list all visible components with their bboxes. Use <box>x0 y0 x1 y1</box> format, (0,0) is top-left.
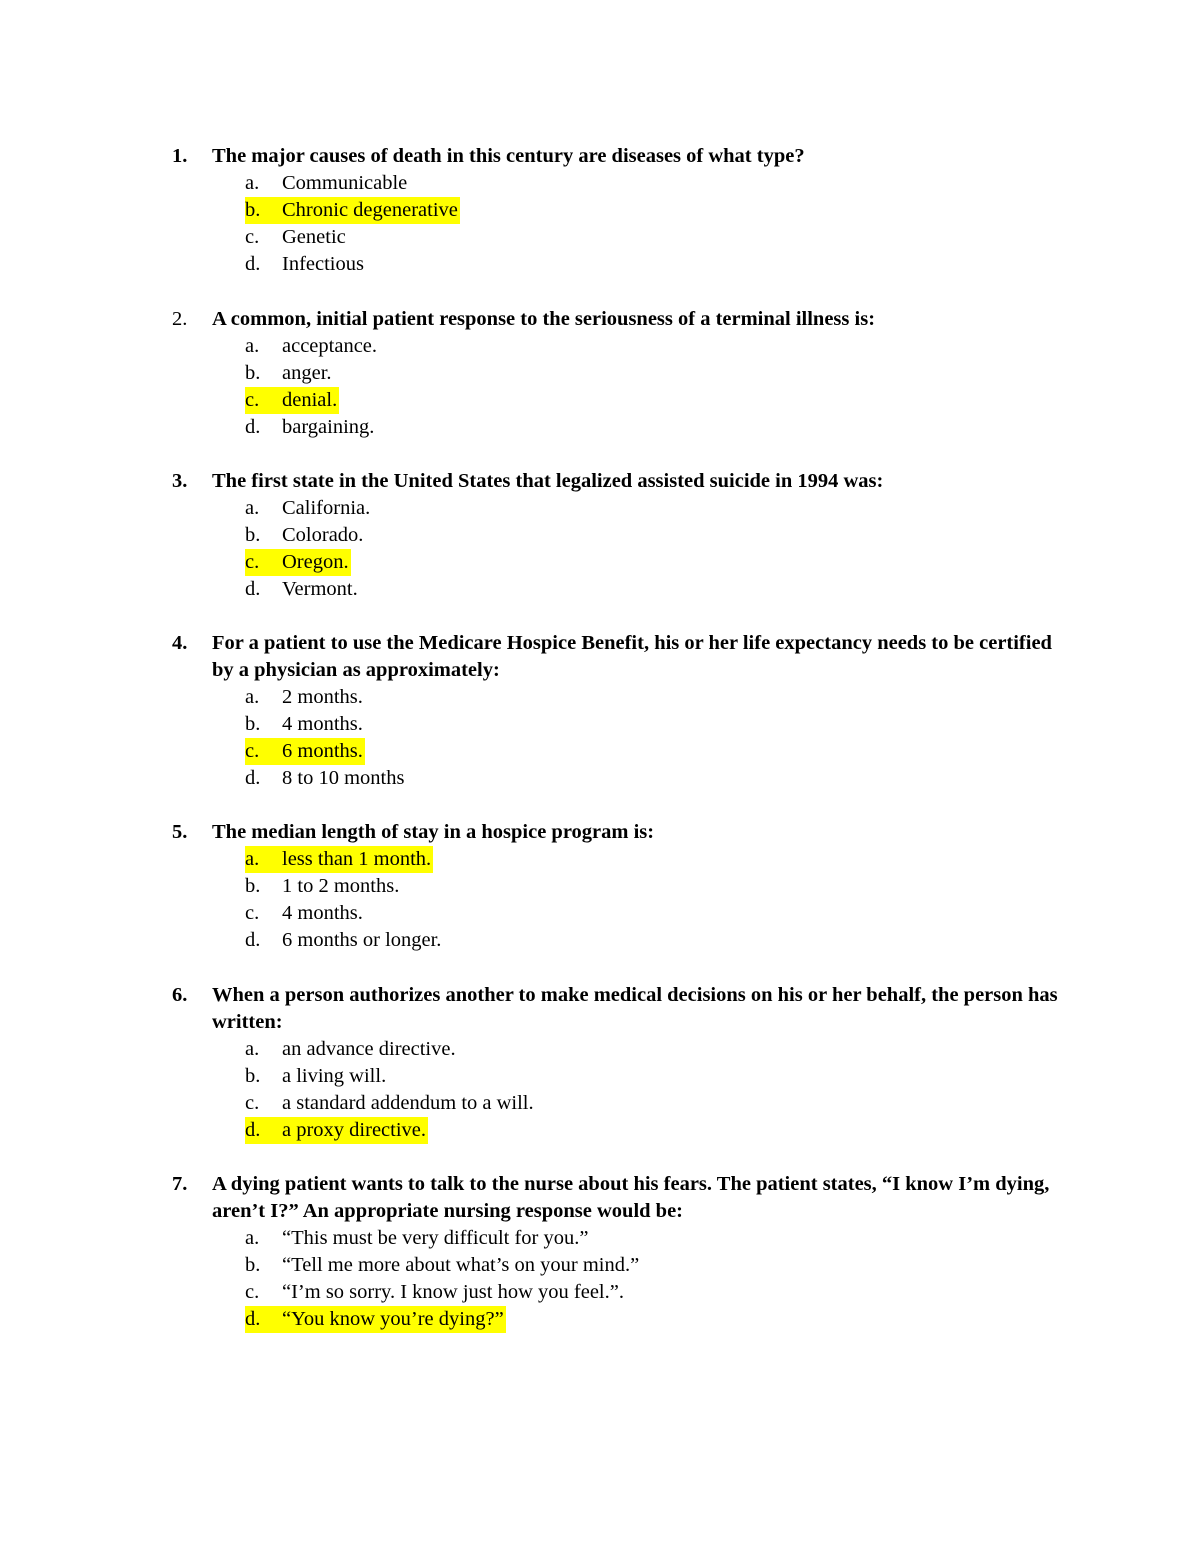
option-a-correct-answer <box>245 846 433 873</box>
option-letter: c. <box>245 902 260 924</box>
option-letter: a. <box>245 172 260 194</box>
option-a <box>245 333 377 360</box>
question-number: 1. <box>172 145 188 167</box>
option-a <box>245 495 370 522</box>
question-number: 5. <box>172 821 188 843</box>
option-letter: c. <box>245 1281 260 1303</box>
question-number: 4. <box>172 632 188 654</box>
option-letter: a. <box>245 497 260 519</box>
option-letter: a. <box>245 848 260 870</box>
option-letter: c. <box>245 740 260 762</box>
option-letter: c. <box>245 1092 260 1114</box>
option-b <box>245 873 399 900</box>
option-letter: c. <box>245 551 260 573</box>
option-b <box>245 1063 386 1090</box>
question-text: The median length of stay in a hospice program is: <box>212 821 655 843</box>
option-b <box>245 1252 639 1279</box>
option-text: Genetic <box>282 226 346 248</box>
option-d <box>245 765 404 792</box>
option-text: an advance directive. <box>282 1038 456 1060</box>
option-text: 4 months. <box>282 902 363 924</box>
option-a <box>245 684 363 711</box>
option-text: bargaining. <box>282 416 375 438</box>
option-letter: b. <box>245 713 261 735</box>
option-a <box>245 1036 456 1063</box>
option-letter: b. <box>245 199 261 221</box>
option-letter: a. <box>245 686 260 708</box>
option-c <box>245 900 363 927</box>
option-letter: b. <box>245 1065 261 1087</box>
question-number: 7. <box>172 1173 188 1195</box>
option-d <box>245 414 374 441</box>
option-text: Oregon. <box>282 551 349 573</box>
option-c <box>245 1090 534 1117</box>
option-d-correct-answer <box>245 1306 506 1333</box>
option-text: anger. <box>282 362 332 384</box>
option-letter: d. <box>245 253 261 275</box>
option-d-correct-answer <box>245 1117 428 1144</box>
option-text: Infectious <box>282 253 364 275</box>
option-c-correct-answer <box>245 549 351 576</box>
option-letter: a. <box>245 335 260 357</box>
option-c-correct-answer <box>245 738 365 765</box>
option-d <box>245 927 441 954</box>
option-letter: b. <box>245 362 261 384</box>
question-text: A common, initial patient response to the seriousness of a terminal illness is: <box>212 308 876 330</box>
option-letter: d. <box>245 1119 261 1141</box>
question-text: A dying patient wants to talk to the nurse about his fears. The patient states, “I know I’m dying, aren’t I?” An appropriate nursing response would be: <box>212 1173 1050 1222</box>
option-letter: d. <box>245 578 261 600</box>
option-d <box>245 251 364 278</box>
option-b <box>245 522 363 549</box>
option-c <box>245 1279 624 1306</box>
option-letter: a. <box>245 1227 260 1249</box>
question-number: 2. <box>172 308 188 330</box>
option-text: Colorado. <box>282 524 364 546</box>
question-number: 3. <box>172 470 188 492</box>
option-text: less than 1 month. <box>282 848 432 870</box>
option-text: California. <box>282 497 371 519</box>
option-letter: a. <box>245 1038 260 1060</box>
option-b-correct-answer <box>245 197 460 224</box>
option-text: 4 months. <box>282 713 363 735</box>
option-a <box>245 170 407 197</box>
option-b <box>245 360 332 387</box>
option-text: “You know you’re dying?” <box>282 1308 504 1330</box>
option-text: 2 months. <box>282 686 363 708</box>
option-letter: c. <box>245 389 260 411</box>
option-text: 8 to 10 months <box>282 767 405 789</box>
option-text: Vermont. <box>282 578 358 600</box>
option-text: Chronic degenerative <box>282 199 458 221</box>
option-text: 1 to 2 months. <box>282 875 400 897</box>
option-letter: b. <box>245 524 261 546</box>
option-text: a living will. <box>282 1065 387 1087</box>
option-letter: c. <box>245 226 260 248</box>
option-text: “This must be very difficult for you.” <box>282 1227 589 1249</box>
option-text: “Tell me more about what’s on your mind.” <box>282 1254 640 1276</box>
option-text: acceptance. <box>282 335 378 357</box>
option-text: 6 months or longer. <box>282 929 442 951</box>
option-letter: b. <box>245 1254 261 1276</box>
option-text: a proxy directive. <box>282 1119 427 1141</box>
option-letter: d. <box>245 767 261 789</box>
option-text: denial. <box>282 389 338 411</box>
option-d <box>245 576 358 603</box>
question-number: 6. <box>172 984 188 1006</box>
option-c-correct-answer <box>245 387 339 414</box>
option-text: a standard addendum to a will. <box>282 1092 534 1114</box>
question-text: The major causes of death in this century are diseases of what type? <box>212 145 805 167</box>
option-letter: b. <box>245 875 261 897</box>
question-text: For a patient to use the Medicare Hospice Benefit, his or her life expectancy needs to be certified by a physician as approximately: <box>212 632 1052 681</box>
option-letter: d. <box>245 416 261 438</box>
option-text: 6 months. <box>282 740 363 762</box>
option-text: Communicable <box>282 172 408 194</box>
option-text: “I’m so sorry. I know just how you feel.”. <box>282 1281 624 1303</box>
question-text: When a person authorizes another to make medical decisions on his or her behalf, the person has written: <box>212 984 1058 1033</box>
option-letter: d. <box>245 1308 261 1330</box>
question-text: The first state in the United States that legalized assisted suicide in 1994 was: <box>212 470 884 492</box>
option-c <box>245 224 346 251</box>
option-letter: d. <box>245 929 261 951</box>
option-a <box>245 1225 588 1252</box>
option-b <box>245 711 363 738</box>
